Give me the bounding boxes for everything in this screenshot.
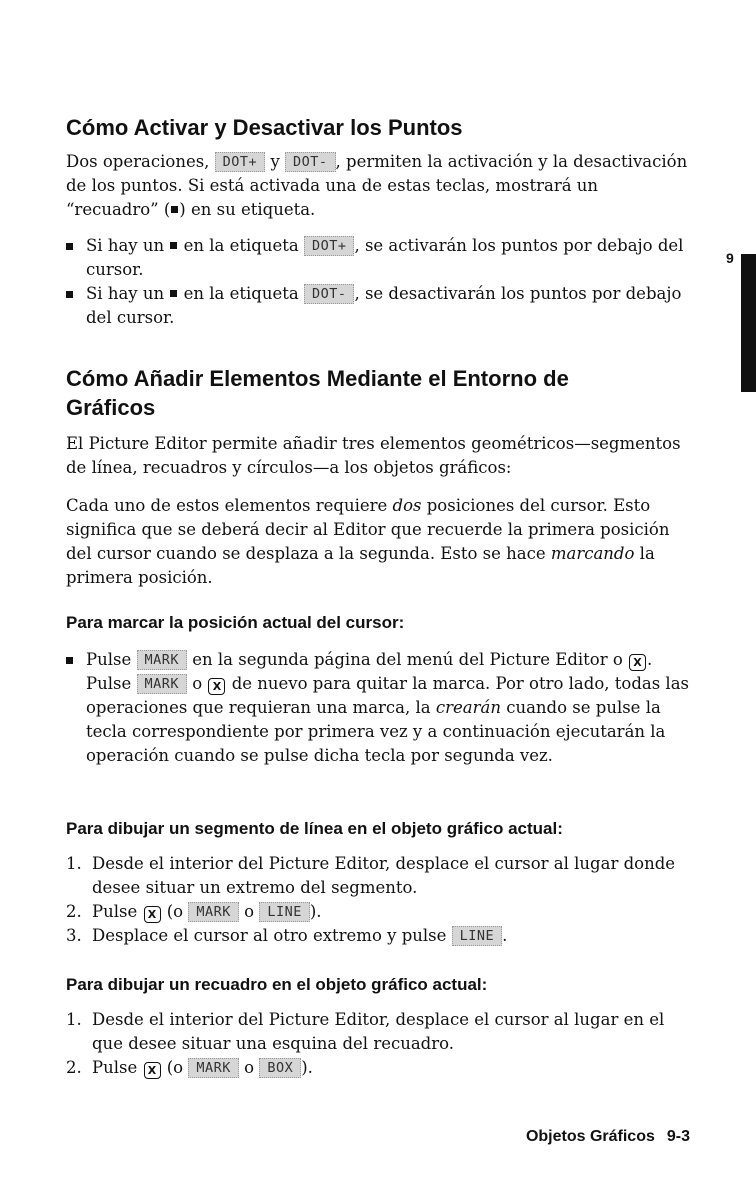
add-elements-paragraph-2: Cada uno de estos elementos requiere dos posiciones del cursor. Esto significa que se deberá decir al Editor que recuerde la primera posición del cursor cuando se desplaza a la segunda. Esto se hace marcando la primera posición. [66, 496, 670, 587]
softkey-dot-minus[interactable]: DOT- [285, 152, 336, 172]
box-indicator-icon [171, 206, 178, 213]
softkey-box[interactable]: BOX [259, 1058, 301, 1078]
list-item: Desde el interior del Picture Editor, desplace el cursor al lugar donde desee situar un extremo del segmento. [92, 854, 676, 897]
subsection-title-box: Para dibujar un recuadro en el objeto gráfico actual: [66, 975, 488, 994]
page-number: 9-3 [666, 1128, 690, 1145]
list-item: Pulse X (o MARK o BOX ). [92, 1058, 313, 1077]
section-title-dots: Cómo Activar y Desactivar los Puntos [66, 115, 463, 140]
bullet-icon [66, 243, 73, 250]
section-title-add-elements: Cómo Añadir Elementos Mediante el Entorno de Gráficos [66, 366, 569, 420]
list-item: Desplace el cursor al otro extremo y pulse LINE . [92, 926, 508, 945]
softkey-mark[interactable]: MARK [188, 1058, 239, 1078]
softkey-line[interactable]: LINE [259, 902, 310, 922]
step-number: 3. [66, 926, 82, 945]
subsection-title-mark: Para marcar la posición actual del cursor: [66, 613, 405, 632]
x-key-icon[interactable]: X [208, 678, 225, 695]
box-indicator-icon [170, 242, 177, 249]
x-key-icon[interactable]: X [629, 654, 646, 671]
page-footer [526, 1128, 690, 1146]
box-indicator-icon [170, 290, 177, 297]
dots-intro-paragraph: Dos operaciones, DOT+ y DOT- , permiten la activación y la desactivación de los puntos. Si está activada una de estas teclas, mostrará un “recuadro” ( ) en su etiqueta. [66, 152, 688, 219]
softkey-dot-minus[interactable]: DOT- [304, 284, 355, 304]
x-key-icon[interactable]: X [144, 1062, 161, 1079]
footer-title: Objetos Gráficos [525, 1128, 655, 1145]
softkey-mark[interactable]: MARK [137, 650, 188, 670]
chapter-tab-bar [741, 254, 756, 392]
list-item: Pulse MARK en la segunda página del menú del Picture Editor o X . Pulse MARK o X de nuevo para quitar la marca. Por otro lado, todas las operaciones que requieran una marca, la crearán cuando se pulse la tecla correspondiente por primera vez y a continuación ejecutarán la operación cuando se pulse dicha tecla por segunda vez. [86, 650, 690, 765]
bullet-icon [66, 291, 73, 298]
list-item: Si hay un en la etiqueta DOT- , se desactivarán los puntos por debajo del cursor. [86, 284, 682, 327]
subsection-title-line: Para dibujar un segmento de línea en el objeto gráfico actual: [66, 819, 563, 838]
softkey-mark[interactable]: MARK [137, 674, 188, 694]
step-number: 1. [66, 854, 82, 873]
chapter-tab-number: 9 [726, 250, 734, 266]
softkey-dot-plus[interactable]: DOT+ [215, 152, 266, 172]
list-item: Pulse X (o MARK o LINE ). [92, 902, 322, 921]
add-elements-paragraph-1: El Picture Editor permite añadir tres elementos geométricos—segmentos de línea, recuadros y círculos—a los objetos gráficos: [66, 434, 681, 477]
step-number: 1. [66, 1010, 82, 1029]
step-number: 2. [66, 902, 82, 921]
list-item: Si hay un en la etiqueta DOT+ , se activarán los puntos por debajo del cursor. [86, 236, 684, 279]
softkey-mark[interactable]: MARK [188, 902, 239, 922]
step-number: 2. [66, 1058, 82, 1077]
softkey-line[interactable]: LINE [452, 926, 503, 946]
list-item: Desde el interior del Picture Editor, desplace el cursor al lugar en el que desee situar una esquina del recuadro. [92, 1010, 665, 1053]
softkey-dot-plus[interactable]: DOT+ [304, 236, 355, 256]
x-key-icon[interactable]: X [144, 906, 161, 923]
bullet-icon [66, 657, 73, 664]
